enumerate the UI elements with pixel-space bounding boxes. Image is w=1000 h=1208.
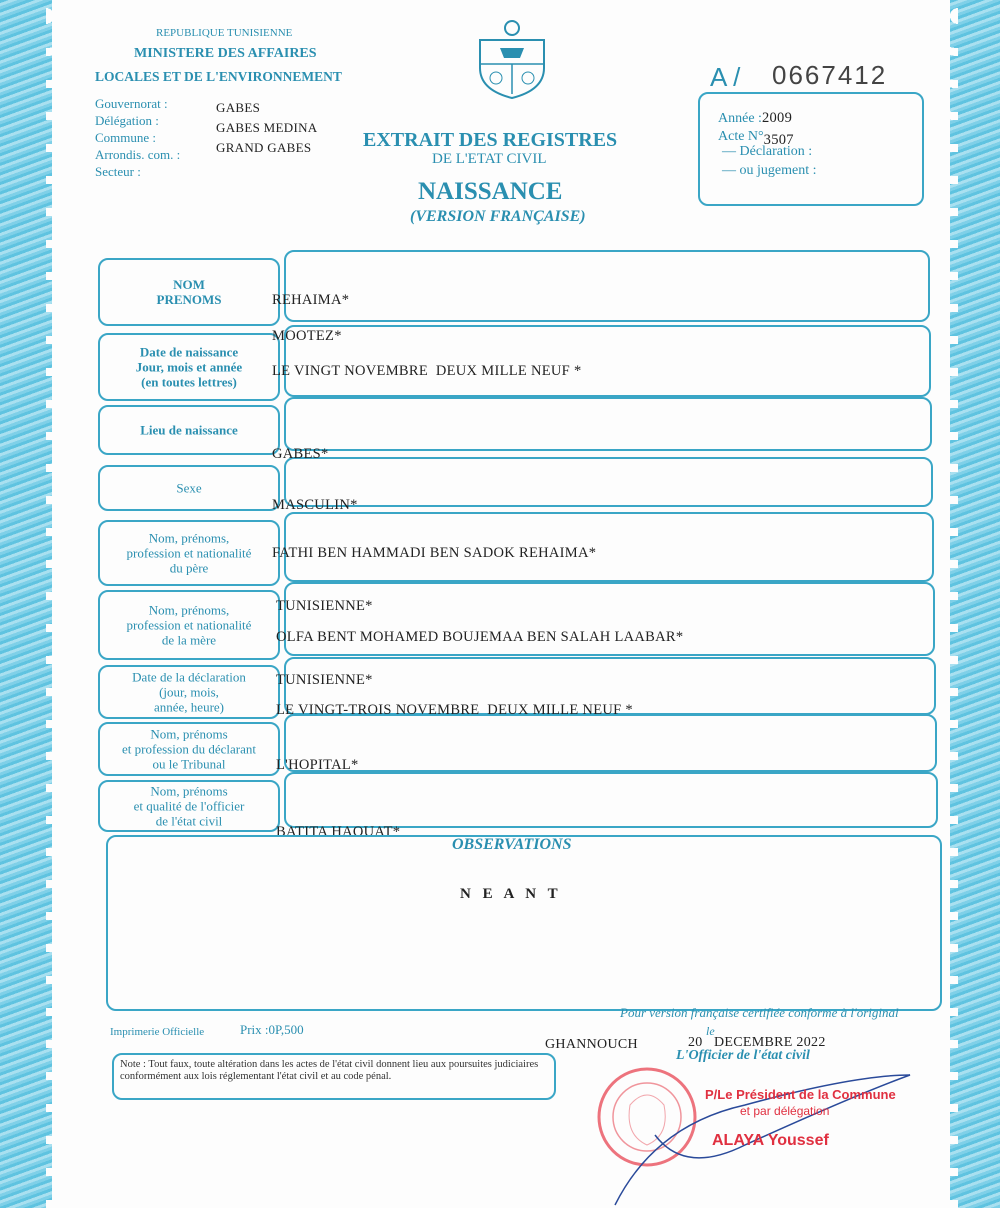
left-wave-edge [46, 0, 60, 1208]
title-naissance: NAISSANCE [418, 178, 563, 205]
row-label: Date de la déclaration (jour, mois, année, heure) [132, 669, 246, 715]
annee-value: 2009 [761, 110, 793, 126]
ministry-line2: LOCALES ET DE L'ENVIRONNEMENT [95, 69, 342, 84]
typed-value: TUNISIENNE* [276, 598, 373, 614]
row-value-box [284, 714, 937, 772]
row-value-box [284, 457, 933, 507]
row-value-box [284, 250, 930, 322]
price-label: Prix :0P,500 [240, 1022, 304, 1037]
row-label-box [98, 465, 280, 511]
observations-box [106, 835, 942, 1011]
typed-value: LE VINGT-TROIS NOVEMBRE DEUX MILLE NEUF * [276, 702, 633, 718]
row-label: Nom, prénoms et qualité de l'officier de l'état civil [133, 783, 245, 829]
row-label-box [98, 405, 280, 455]
left-guilloche-border [0, 0, 52, 1208]
coat-of-arms-emblem [472, 18, 552, 100]
row-label-box [98, 780, 280, 832]
typed-value: L'HOPITAL* [276, 757, 359, 773]
stamp-line2: et par délégation [740, 1104, 830, 1118]
row-value-box [284, 772, 938, 828]
row-label-box [98, 520, 280, 586]
certified-text: Pour version française certifiée conforme à l'original [620, 1005, 899, 1020]
row-label: NOM PRENOMS [156, 277, 222, 307]
typed-value: TUNISIENNE* [276, 672, 373, 688]
row-label: Lieu de naissance [140, 422, 238, 438]
row-label-box [98, 590, 280, 660]
typed-value: OLFA BENT MOHAMED BOUJEMAA BEN SALAH LAABAR* [276, 629, 684, 645]
serial-number: 0667412 [772, 60, 888, 90]
row-label: Nom, prénoms et profession du déclarant ou le Tribunal [122, 726, 256, 772]
le-label: le [706, 1024, 715, 1038]
row-label-box [98, 333, 280, 401]
row-label: Nom, prénoms, profession et nationalité de la mère [126, 602, 252, 648]
jugement-label: — ou jugement : [722, 163, 817, 178]
row-label: Nom, prénoms, profession et nationalité du père [126, 530, 252, 576]
header-field-values: GABES GABES MEDINA GRAND GABES [216, 100, 318, 155]
stamp-line3: ALAYA Youssef [712, 1132, 829, 1149]
typed-value: BATITA HAOUAT* [276, 824, 401, 840]
title-etat-civil: DE L'ETAT CIVIL [432, 151, 547, 167]
typed-value: REHAIMA* [272, 292, 350, 308]
row-label: Date de naissance Jour, mois et année (en toutes lettres) [135, 344, 243, 390]
title-version: (VERSION FRANÇAISE) [410, 208, 586, 225]
typed-value: MOOTEZ* [272, 328, 342, 344]
ministry-line1: MINISTERE DES AFFAIRES [134, 46, 317, 61]
observations-title: OBSERVATIONS [452, 836, 572, 853]
title-extrait: EXTRAIT DES REGISTRES [363, 129, 618, 151]
acte-number: 3507 [763, 132, 794, 148]
typed-value: GABES* [272, 446, 329, 462]
printer-label: Imprimerie Officielle [110, 1026, 205, 1038]
typed-value: MASCULIN* [272, 497, 358, 513]
row-label-box [98, 722, 280, 776]
typed-value: FATHI BEN HAMMADI BEN SADOK REHAIMA* [272, 545, 597, 561]
row-value-box [284, 397, 932, 451]
place-value: GHANNOUCH [545, 1037, 638, 1052]
republic-label: REPUBLIQUE TUNISIENNE [156, 27, 293, 39]
declaration-label: — Déclaration : [722, 144, 813, 159]
header-field-labels: Gouvernorat : Délégation : Commune : Arrondis. com. : Secteur : [95, 96, 181, 179]
row-label: Sexe [176, 480, 202, 496]
row-label-box [98, 665, 280, 719]
acte-info-box: Année :2009 Acte N°3507 — Déclaration : — ou jugement : [698, 92, 924, 206]
observations-value: N E A N T [460, 886, 562, 902]
legal-note: Note : Tout faux, toute altération dans les actes de l'état civil donnent lieu aux poursuites judiciaires conformément aux lois réglementant l'état civil et au code pénal. [112, 1053, 556, 1100]
row-value-box [284, 325, 931, 397]
stamp-line1: P/Le Président de la Commune [705, 1087, 896, 1102]
serial-prefix: A / [710, 62, 741, 92]
issue-date: 20 DECEMBRE 2022 [688, 1035, 826, 1050]
typed-value: LE VINGT NOVEMBRE DEUX MILLE NEUF * [272, 363, 582, 379]
officer-label: L'Officier de l'état civil [676, 1048, 810, 1063]
right-wave-edge [944, 0, 958, 1208]
row-label-box [98, 258, 280, 326]
